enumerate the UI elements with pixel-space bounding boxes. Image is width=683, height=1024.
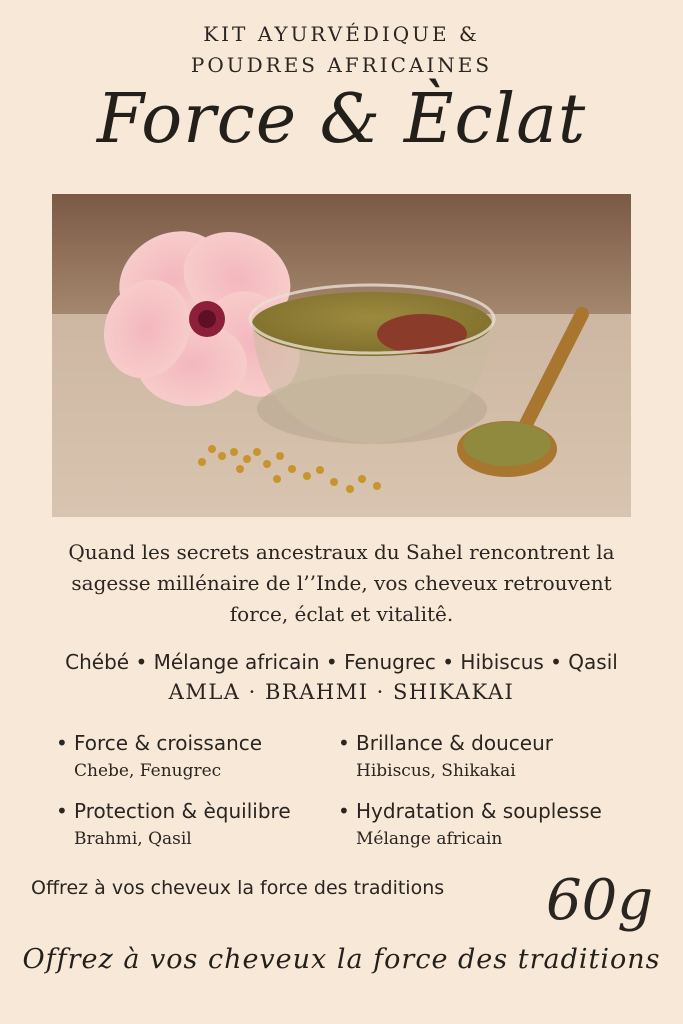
footer-script-line: Offrez à vos cheveux la force des traditions xyxy=(22,944,661,975)
african-ingredients: Chébé • Mélange africain • Fenugrec • Hibiscus • Qasil xyxy=(65,650,618,674)
intro-line-1: Quand les secrets ancestraux du Sahel rencontrent la xyxy=(68,540,615,564)
benefit-strength xyxy=(56,731,262,781)
benefit-title: Force & croissance xyxy=(74,731,263,755)
product-photo xyxy=(52,194,631,517)
kit-title-line-2: POUDRES AFRICAINES xyxy=(190,53,493,77)
benefit-ingredients: Brahmi, Qasil xyxy=(74,829,192,849)
intro-line-2: sagesse millénaire de l’’Inde, vos cheveux retrouvent xyxy=(71,571,612,595)
kit-title-line-1: KIT AYURVÉDIQUE & xyxy=(203,22,480,46)
benefit-title: Protection & èquilibre xyxy=(74,799,291,823)
bullet-icon: • xyxy=(56,799,68,823)
benefit-shine xyxy=(338,731,553,781)
benefit-protection xyxy=(56,799,291,849)
benefit-title: Brillance & douceur xyxy=(356,731,553,755)
bullet-icon: • xyxy=(56,731,68,755)
benefit-title: Hydratation & souplesse xyxy=(356,799,602,823)
benefit-ingredients: Chebe, Fenugrec xyxy=(74,761,222,781)
benefit-hydration xyxy=(338,799,602,849)
net-weight: 60g xyxy=(546,868,654,933)
intro-line-3: force, éclat et vitalitê. xyxy=(229,602,454,626)
bullet-icon: • xyxy=(338,731,350,755)
benefit-ingredients: Mélange africain xyxy=(356,829,503,849)
product-title: Force & Èclat xyxy=(96,80,587,159)
benefit-ingredients: Hibiscus, Shikakai xyxy=(356,761,516,781)
ayurvedic-ingredients: AMLA · BRAHMI · SHIKAKAI xyxy=(168,680,515,704)
closing-line: Offrez à vos cheveux la force des traditions xyxy=(31,877,445,899)
bullet-icon: • xyxy=(338,799,350,823)
